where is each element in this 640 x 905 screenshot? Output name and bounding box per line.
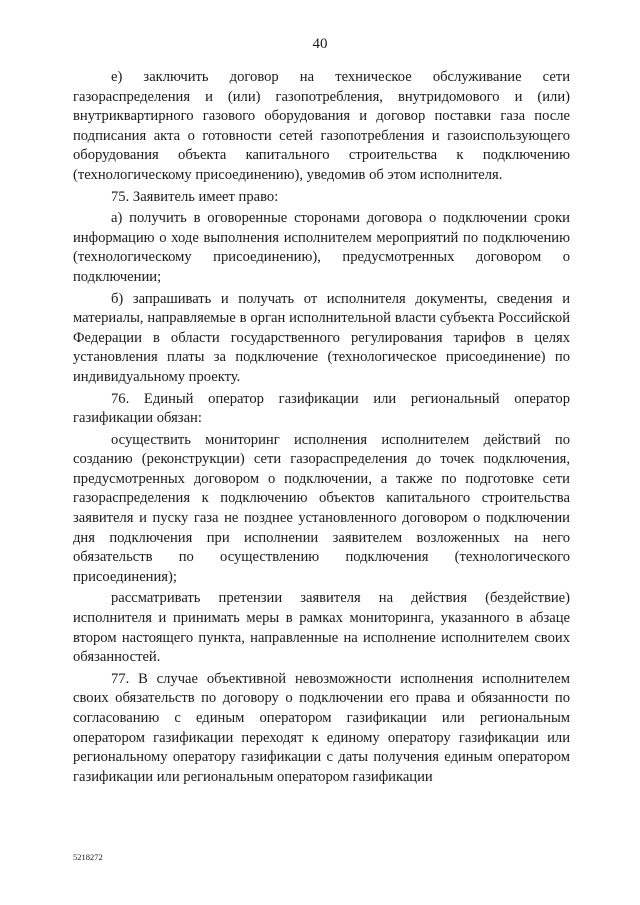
document-code: 5218272	[73, 852, 103, 862]
paragraph-claims-review: рассматривать претензии заявителя на действия (бездействие) исполнителя и принимать меры в рамках мониторинга, указанного в абзаце втором настоящего пункта, направленные на исполнение исполнителем своих обязанностей.	[73, 590, 570, 666]
paragraph-a-receive-information: а) получить в оговоренные сторонами договора о подключении сроки информацию о ходе выполнения исполнителем мероприятий по подключению (технологическому присоединению), предусмотренных договором о подключении;	[73, 210, 570, 285]
paragraph-e-conclude-contract: е) заключить договор на техническое обслуживание сети газораспределения и (или) газопотребления, внутридомового и (или) внутриквартирного газового оборудования и договор поставки газа после подписания акта о готовности сетей газопотребления и газоиспользующего оборудования объекта капитального строительства к подключению (технологическому присоединению), уведомив об этом исполнителя.	[73, 69, 570, 183]
paragraph-monitoring: осуществить мониторинг исполнения исполнителем действий по созданию (реконструкции) сети газораспределения до точек подключения, предусмотренных договором о подключении, а также по подготовке сети газораспределения к подключению объектов капитального строительства заявителя и пуску газа не позднее установленного договором о подключении дня подключения при исполнении заявителем возложенных на него обязательств по осуществлению подключения (технологического присоединения);	[73, 431, 570, 585]
document-body	[73, 68, 570, 789]
paragraph-77-impossibility: 77. В случае объективной невозможности исполнения исполнителем своих обязательств по договору о подключении его права и обязанности по согласованию с единым оператором газификации или региональным оператором газификации переходят к единому оператору газификации или региональному оператору газификации с даты получения единым оператором газификации или региональным оператором газификации	[73, 670, 570, 785]
paragraph-76-operator-obligations: 76. Единый оператор газификации или региональный оператор газификации обязан:	[73, 390, 570, 427]
page-number: 40	[312, 36, 328, 52]
paragraph-75-applicant-rights: 75. Заявитель имеет право:	[111, 188, 279, 205]
paragraph-b-request-documents: б) запрашивать и получать от исполнителя документы, сведения и материалы, направляемые в орган исполнительной власти субъекта Российской Федерации в области государственного регулирования тарифов в целях установления платы за подключение (технологическое присоединение) по индивидуальному проекту.	[73, 290, 570, 385]
